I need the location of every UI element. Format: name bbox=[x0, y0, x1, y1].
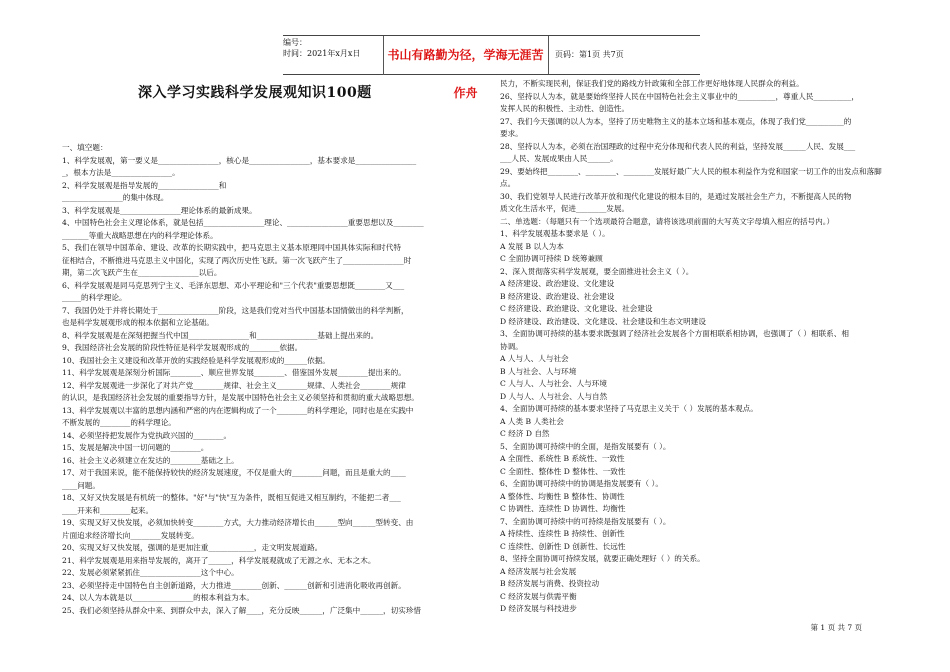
text-line: C 协调性、连续性 D 协调性、均衡性 bbox=[500, 504, 626, 513]
text-line: A 经济建设、政治建设、文化建设 bbox=[500, 279, 615, 288]
header-motto: 书山有路勤为径，学海无涯苦作舟 bbox=[383, 36, 549, 74]
text-line: D 人与人、人与社会、人与自然 bbox=[500, 391, 608, 401]
text-line: ___人民、发展成果由人民______。 bbox=[500, 154, 618, 163]
text-line: 5、全面协调可持续中的全面，是指发展要有（ ）。 bbox=[500, 441, 671, 451]
text-line: 期，第二次飞跃产生在________________以后。 bbox=[62, 268, 222, 277]
text-line: 27、我们今天强调的以人为本，坚持了历史唯物主义的基本立场和基本观点，体现了我们党__________的 bbox=[500, 116, 852, 126]
text-line: A 经济发展与社会发展 bbox=[500, 566, 577, 576]
text-line: 9、我国经济社会发展的阶段性特征是科学发展观形成的________依据。 bbox=[62, 343, 303, 352]
text-line: D 经济建设、政治建设、文化建设、社会建设和生态文明建设 bbox=[500, 316, 706, 326]
text-line: 4、中国特色社会主义理论体系，就是包括________________理论、________________重要思想以及________ bbox=[62, 218, 424, 227]
text-line: 一、填空题： bbox=[62, 143, 108, 152]
text-line: 12、科学发展观进一步深化了对共产党________规律、社会主义________规律、人类社会________规律 bbox=[62, 380, 406, 390]
page-label: 页码：第1页 共7页 bbox=[555, 50, 624, 59]
text-line: 民力，不断实现民利，保证我们党的路线方针政策和全部工作更好地体现人民群众的利益。 bbox=[500, 79, 804, 88]
text-line: _，根本方法是________________。 bbox=[62, 168, 180, 177]
text-line: C 连续性、创新性 D 创新性、长远性 bbox=[500, 541, 626, 551]
text-line: 20、实现又好又快发展，强调的是更加注重____________，走文明发展道路。 bbox=[62, 543, 323, 552]
text-line: 也是科学发展观形成的根本依据和立论基础。 bbox=[62, 318, 214, 327]
text-line: C 全面协调可持续 D 统筹兼顾 bbox=[500, 254, 603, 263]
text-line: 二、单选题：（每题只有一个选项最符合题意，请将该选项前面的大写英文字母填入相应的括号内。） bbox=[500, 216, 835, 226]
text-line: 23、必须坚持走中国特色自主创新道路，大力推进________创新、______创新和引进消化吸收再创新。 bbox=[62, 580, 406, 590]
text-line: A 持续性、连续性 B 持续性、创新性 bbox=[500, 529, 625, 538]
text-line: B 人与社会、人与环境 bbox=[500, 366, 577, 376]
right-column bbox=[500, 78, 900, 616]
text-line: 1、科学发展观基本要求是（ ）。 bbox=[500, 229, 610, 238]
text-line: 25、我们必须坚持从群众中来、到群众中去，深入了解____，充分反映______，广泛集中______，切实珍惜 bbox=[62, 605, 421, 615]
text-line: ____开来和________起来。 bbox=[62, 505, 154, 515]
text-line: ____问题。 bbox=[62, 480, 100, 490]
text-line: 7、全面协调可持续中的可持续是指发展要有（ ）。 bbox=[500, 516, 671, 526]
text-line: 3、全面协调可持续的基本要求既强调了经济社会发展各个方面相联系相协调，也强调了（ ）相联系、相 bbox=[500, 329, 849, 338]
page-footer: 第 1 页 共 7 页 bbox=[810, 623, 862, 632]
text-line: 2、科学发展观是指导发展的________________和 bbox=[62, 180, 227, 190]
text-line: 质文化生活水平，促进________发展。 bbox=[500, 204, 630, 213]
text-line: 要求。 bbox=[500, 129, 523, 138]
text-line: 22、发展必须紧紧抓住________________这个中心。 bbox=[62, 568, 239, 577]
text-line: 的认识，是我国经济社会发展的重要指导方针，是发展中国特色社会主义必须坚持和贯彻的重大战略思想。 bbox=[62, 393, 419, 402]
text-line: 1、科学发展观，第一要义是________________，核心是________________，基本要求是________________ bbox=[62, 155, 417, 165]
text-line: A 整体性、均衡性 B 整体性、协调性 bbox=[500, 491, 625, 501]
text-line: 11、科学发展观是深刻分析国际________、顺应世界发展________、借鉴国外发展________提出来的。 bbox=[62, 368, 406, 377]
text-line: 21、科学发展观是用来指导发展的，离开了______，科学发展观就成了无源之水、无本之木。 bbox=[62, 555, 376, 565]
text-line: 28、坚持以人为本，必须在治国理政的过程中充分体现和代表人民的利益，坚持发展______人民、发展___ bbox=[500, 141, 856, 151]
text-line: 30、我们党领导人民进行改革开放和现代化建设的根本目的，是通过发展社会生产力，不断提高人民的物 bbox=[500, 191, 852, 201]
text-line: 3、科学发展观是________________理论体系的最新成果。 bbox=[62, 205, 257, 215]
text-line: 19、实现又好又快发展，必须加快转变________方式，大力推动经济增长由______型向______型转变、由 bbox=[62, 518, 414, 527]
text-line: 26、坚持以人为本，就是要始终坚持人民在中国特色社会主义事业中的__________，尊重人民__________， bbox=[500, 91, 859, 101]
text-line: C 全面性、整体性 D 整体性、一致性 bbox=[500, 466, 626, 476]
document-title: 深入学习实践科学发展观知识100题 bbox=[138, 85, 372, 101]
text-line: 15、发展是解决中国一切问题的________。 bbox=[62, 443, 209, 452]
text-line: _____的科学理论。 bbox=[62, 293, 127, 302]
text-line: 4、全面协调可持续的基本要求坚持了马克思主义关于（ ）发展的基本观点。 bbox=[500, 404, 758, 413]
text-line: _______等重大战略思想在内的科学理论体系。 bbox=[62, 230, 218, 240]
text-line: 10、我国社会主义建设和改革开放的实践经验是科学发展观形成的______依据。 bbox=[62, 355, 330, 365]
text-line: 8、坚持全面协调可持续发展，就要正确处理好（ ）的关系。 bbox=[500, 554, 705, 563]
text-line: 2、深入贯彻落实科学发展观，要全面推进社会主义（ ）。 bbox=[500, 266, 694, 276]
text-line: A 人类 B 人类社会 bbox=[500, 416, 564, 426]
text-line: A 发展 B 以人为本 bbox=[500, 241, 564, 251]
text-line: 6、全面协调可持续中的协调是指发展要有（ ）。 bbox=[500, 479, 663, 488]
text-line: C 经济 D 自然 bbox=[500, 429, 550, 438]
text-line: 6、科学发展观是同马克思列宁主义、毛泽东思想、邓小平理论和"三个代表"重要思想既________又___ bbox=[62, 280, 405, 290]
text-line: ________________的集中体现。 bbox=[62, 193, 169, 202]
text-line: 29、要始终把________、________、________发展好最广大人民的根本利益作为党和国家一切工作的出发点和落脚 bbox=[500, 166, 882, 176]
header-meta bbox=[283, 36, 384, 75]
text-line: 发挥人民的积极性、主动性、创造性。 bbox=[500, 104, 630, 113]
text-line: 片面追求经济增长向________发展转变。 bbox=[62, 530, 199, 540]
text-line: 16、社会主义必须建立在发达的________基础之上。 bbox=[62, 455, 239, 465]
text-line: 18、又好又快发展是有机统一的整体。"好"与"快"互为条件，既相互促进又相互制约，不能把二者___ bbox=[62, 493, 401, 502]
time-label: 时间：2021年x月x日 bbox=[283, 49, 361, 58]
text-line: D 经济发展与科技进步 bbox=[500, 604, 577, 613]
text-line: C 人与人、人与社会、人与环境 bbox=[500, 379, 607, 388]
text-line: B 经济建设、政治建设、社会建设 bbox=[500, 291, 615, 301]
text-line: 不断发展的________的科学理论。 bbox=[62, 418, 176, 427]
text-line: B 经济发展与消费、投资拉动 bbox=[500, 579, 600, 588]
number-label: 编号： bbox=[283, 38, 307, 47]
text-line: 征相结合，不断推进马克思主义中国化，实现了两次历史性飞跃。第一次飞跃产生了________________时 bbox=[62, 255, 412, 265]
text-line: 17、对于我国来说，能不能保持较快的经济发展速度，不仅是重大的________问题，而且是重大的____ bbox=[62, 468, 406, 477]
text-line: 点。 bbox=[500, 179, 516, 188]
text-line: 14、必须坚持把发展作为党执政兴国的________。 bbox=[62, 430, 232, 440]
text-line: 5、我们在领导中国革命、建设、改革的长期实践中，把马克思主义基本原理同中国具体实际和时代特 bbox=[62, 243, 401, 252]
text-line: 协调。 bbox=[500, 341, 523, 351]
text-line: 24、以人为本就是以________________的根本利益为本。 bbox=[62, 593, 254, 602]
left-column bbox=[62, 142, 480, 617]
text-line: C 经济发展与供需平衡 bbox=[500, 591, 577, 601]
text-line: A 全面性、系统性 B 系统性、一致性 bbox=[500, 454, 625, 463]
text-line: A 人与人、人与社会 bbox=[500, 354, 569, 363]
text-line: 8、科学发展观是在深刻把握当代中国________________和________________基础上提出来的。 bbox=[62, 330, 379, 340]
text-line: 13、科学发展观以丰富的思想内涵和严密的内在逻辑构成了一个________的科学理论，同时也是在实践中 bbox=[62, 405, 414, 415]
text-line: 7、我国仍处于并将长期处于________________阶段，这是我们党对当代中国基本国情做出的科学判断， bbox=[62, 305, 409, 315]
text-line: C 经济建设、政治建设、文化建设、社会建设 bbox=[500, 304, 653, 313]
